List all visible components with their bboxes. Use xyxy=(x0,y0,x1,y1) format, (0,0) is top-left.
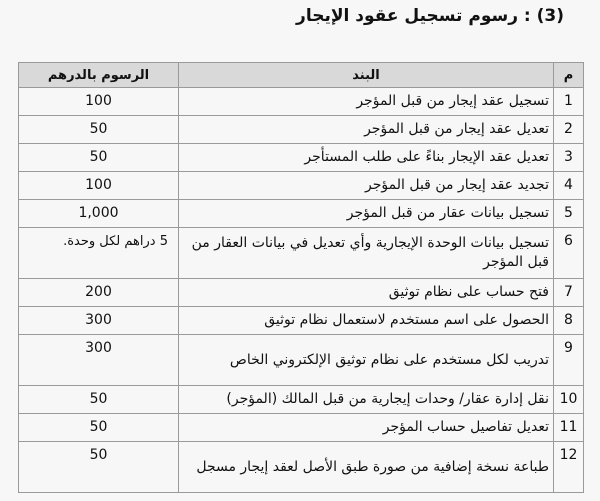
row-item: تعديل عقد الإيجار بناءً على طلب المستأجر xyxy=(179,144,554,172)
row-item: الحصول على اسم مستخدم لاستعمال نظام توثيق xyxy=(179,307,554,335)
table-row xyxy=(19,88,584,116)
header-fee: الرسوم بالدرهم xyxy=(19,63,179,88)
row-num: 7 xyxy=(554,279,584,307)
row-fee: 50 xyxy=(19,386,179,414)
fees-table xyxy=(18,62,584,493)
section-title-text: رسوم تسجيل عقود الإيجار xyxy=(296,6,518,26)
table-row xyxy=(19,307,584,335)
row-fee: 1,000 xyxy=(19,200,179,228)
row-item: تسجيل بيانات عقار من قبل المؤجر xyxy=(179,200,554,228)
table-row xyxy=(19,386,584,414)
row-fee: 100 xyxy=(19,88,179,116)
header-num: م xyxy=(554,63,584,88)
row-item: تسجيل بيانات الوحدة الإيجارية وأي تعديل في بيانات العقار من قبل المؤجر xyxy=(179,228,554,279)
row-num: 4 xyxy=(554,172,584,200)
row-num: 5 xyxy=(554,200,584,228)
row-item: تسجيل عقد إيجار من قبل المؤجر xyxy=(179,88,554,116)
row-fee: 5 دراهم لكل وحدة. xyxy=(19,228,179,279)
row-item: تعديل تفاصيل حساب المؤجر xyxy=(179,414,554,442)
row-item: فتح حساب على نظام توثيق xyxy=(179,279,554,307)
section-number: (3) xyxy=(536,6,564,26)
row-fee: 100 xyxy=(19,172,179,200)
table-row xyxy=(19,116,584,144)
row-num: 1 xyxy=(554,88,584,116)
row-num: 12 xyxy=(554,442,584,493)
row-num: 9 xyxy=(554,335,584,386)
row-fee: 300 xyxy=(19,307,179,335)
row-fee: 300 xyxy=(19,335,179,386)
header-item: البند xyxy=(179,63,554,88)
row-num: 2 xyxy=(554,116,584,144)
row-fee: 50 xyxy=(19,144,179,172)
row-item: نقل إدارة عقار/ وحدات إيجارية من قبل المالك (المؤجر) xyxy=(179,386,554,414)
page-title: (3) : رسوم تسجيل عقود الإيجار xyxy=(296,6,564,26)
row-fee: 200 xyxy=(19,279,179,307)
row-num: 8 xyxy=(554,307,584,335)
row-fee: 50 xyxy=(19,116,179,144)
row-item: تدريب لكل مستخدم على نظام توثيق الإلكتروني الخاص xyxy=(179,335,554,386)
row-num: 6 xyxy=(554,228,584,279)
row-num: 11 xyxy=(554,414,584,442)
table-row xyxy=(19,442,584,493)
table-row xyxy=(19,279,584,307)
table-row xyxy=(19,414,584,442)
table-row xyxy=(19,228,584,279)
table-row xyxy=(19,200,584,228)
table-row xyxy=(19,144,584,172)
row-num: 10 xyxy=(554,386,584,414)
table-header-row xyxy=(19,63,584,88)
row-fee: 50 xyxy=(19,442,179,493)
table-row xyxy=(19,172,584,200)
row-item: تعديل عقد إيجار من قبل المؤجر xyxy=(179,116,554,144)
table-row xyxy=(19,335,584,386)
row-item: تجديد عقد إيجار من قبل المؤجر xyxy=(179,172,554,200)
row-num: 3 xyxy=(554,144,584,172)
row-item: طباعة نسخة إضافية من صورة طبق الأصل لعقد إيجار مسجل xyxy=(179,442,554,493)
row-fee: 50 xyxy=(19,414,179,442)
